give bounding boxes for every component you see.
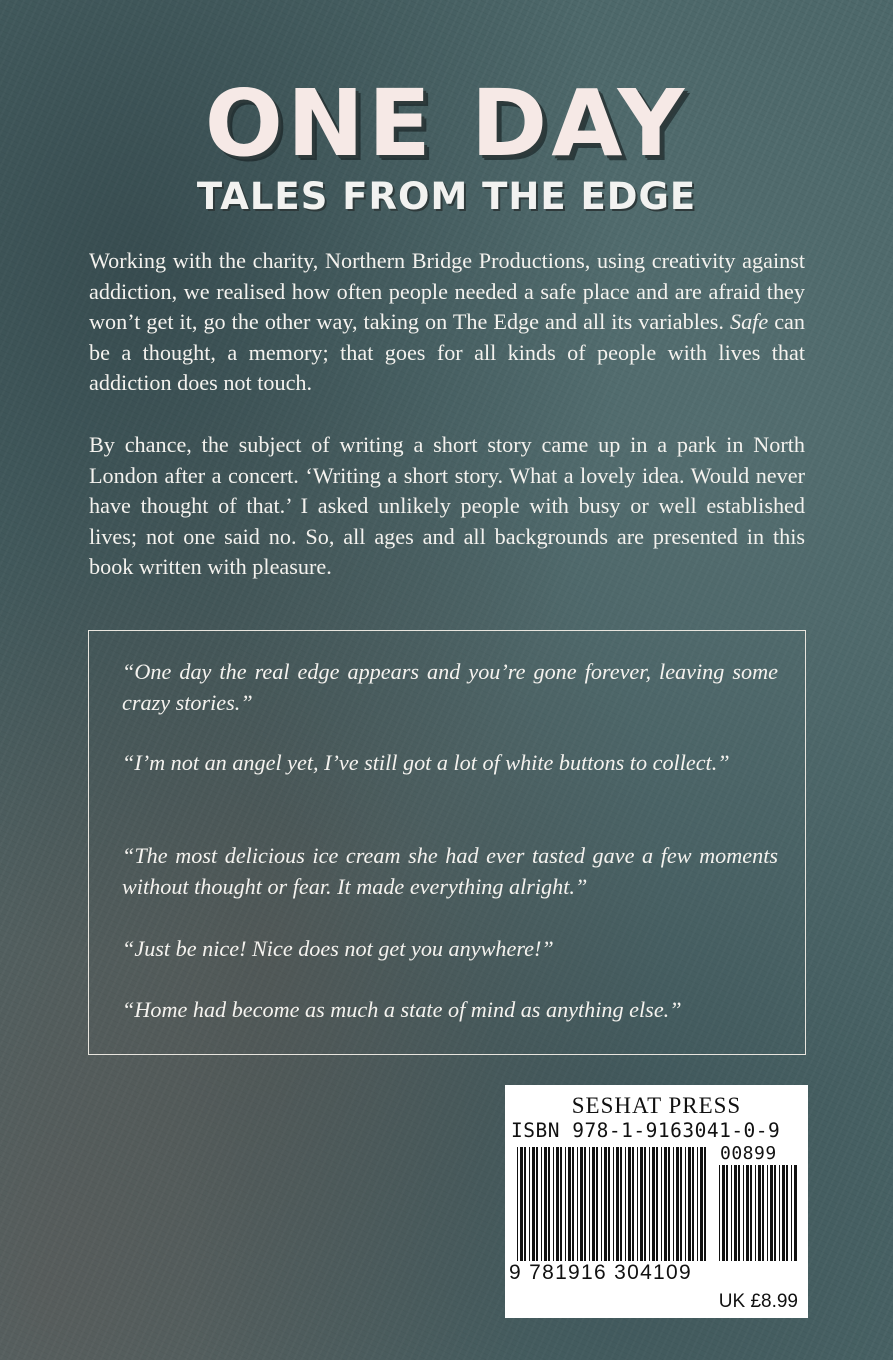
blurb-1-text-end: can be a thought, a memory; that goes for all kinds of people with lives that addiction does not touch. — [89, 309, 805, 395]
price-label: UK £8.99 — [718, 1291, 798, 1312]
publisher-name: SESHAT PRESS — [571, 1093, 742, 1118]
barcode-panel — [505, 1085, 808, 1318]
blurb-paragraph-2: By chance, the subject of writing a short story came up in a park in North London after a concert. ‘Writing a short story. What a lovely idea. Would never have thought of that.’ I asked unlikely people with busy or well established lives; not one said no. So, all ages and all backgrounds are presented in this book written with pleasure. — [89, 432, 805, 579]
ean-barcode-icon — [515, 1147, 711, 1275]
quote-1: “One day the real edge appears and you’re gone forever, leaving some crazy stories.” — [122, 659, 778, 715]
quote-3: “The most delicious ice cream she had ever tasted gave a few moments without thought or fear. It made everything alright.” — [122, 843, 778, 899]
book-title: ONE DAY — [204, 70, 689, 177]
quote-5: “Home had become as much a state of mind as anything else.” — [122, 997, 682, 1022]
book-subtitle: TALES FROM THE EDGE — [196, 175, 697, 218]
blurb-1-italic-word: Safe — [729, 309, 769, 334]
quote-4: “Just be nice! Nice does not get you anywhere!” — [122, 936, 554, 961]
isbn-label: ISBN 978-1-9163041-0-9 — [511, 1119, 781, 1142]
quotes-box — [88, 630, 806, 1055]
addon-price-code: 00899 — [720, 1143, 777, 1164]
addon-barcode-icon — [717, 1165, 799, 1275]
blurb-1-text-start: Working with the charity, Northern Bridge Productions, using creativity against addiction, we realised how often people needed a safe place and are afraid they won’t get it, go the other way, taking on The Edge and all its variables. — [89, 248, 805, 334]
quote-2: “I’m not an angel yet, I’ve still got a lot of white buttons to collect.” — [122, 750, 730, 775]
blurb-paragraph-1 — [89, 246, 805, 399]
ean-digits: 9 781916 304109 — [509, 1261, 692, 1284]
